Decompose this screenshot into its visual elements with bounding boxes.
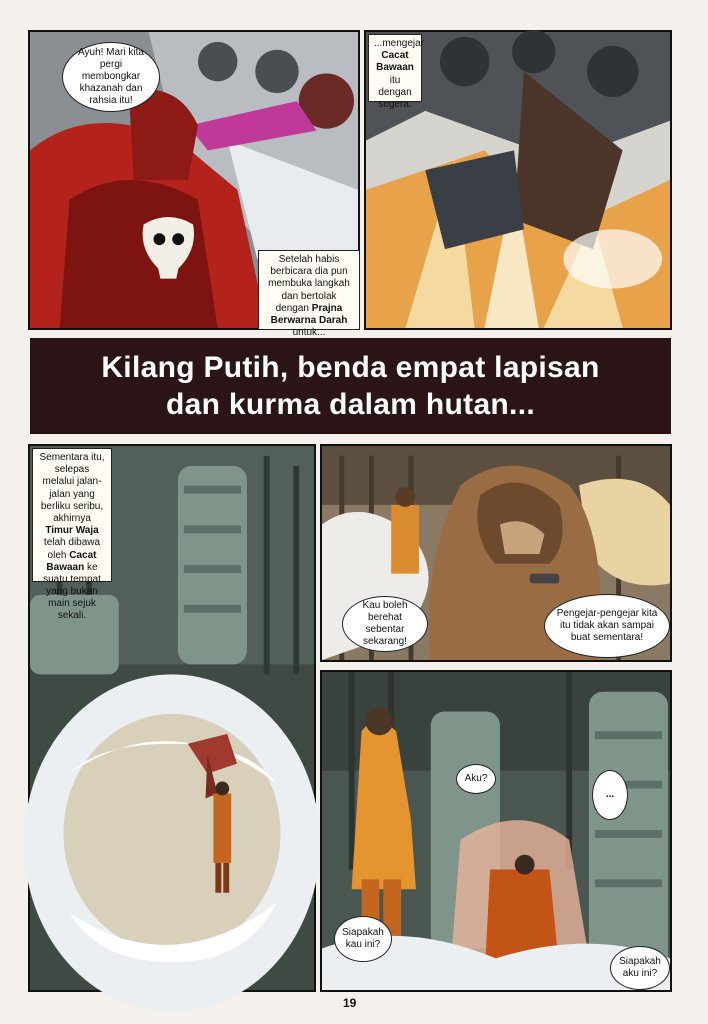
caption-text: ke suatu tempat yang bukan main sejuk sekali. [43, 561, 101, 622]
page-number: 19 [343, 996, 357, 1010]
panel-2 [364, 30, 672, 330]
caption-box [32, 448, 112, 622]
bubble-text: Siapakah kau ini? [342, 927, 384, 950]
panel-5 [320, 670, 672, 992]
caption-text: untuk... [292, 327, 326, 339]
caption-name: Cacat Bawaan [46, 549, 97, 573]
speech-bubble [610, 946, 670, 990]
bubble-text: Kau boleh berehat sebentar sekarang! [362, 600, 408, 647]
banner-line-2: dan kurma dalam hutan... [166, 388, 535, 421]
bubble-text: Siapakah aku ini? [619, 956, 661, 979]
caption-box [258, 250, 360, 339]
speech-bubble [456, 764, 496, 794]
title-banner [30, 338, 671, 434]
speech-bubble [342, 596, 428, 652]
caption-text: Sementara itu, selepas melalui jalan-jalan yang berliku seribu, akhirnya [39, 452, 105, 524]
caption-name: Cacat Bawaan [376, 50, 414, 74]
caption-name: Timur Waja [45, 525, 99, 537]
panel-3 [28, 444, 316, 992]
caption-text: telah dibawa oleh [43, 537, 101, 561]
bubble-text: Aku? [464, 773, 488, 784]
speech-bubble [544, 594, 670, 658]
speech-bubble [592, 770, 628, 820]
bubble-text: Pengejar-pengejar kita itu tidak akan sampai buat sementara! [556, 608, 658, 643]
caption-text: Setelah habis berbicara dia pun membuka langkah dan bertolak dengan [268, 254, 350, 314]
caption-text: itu dengan segera. [378, 74, 412, 110]
caption-text: ...mengejar [374, 38, 425, 49]
caption-box [368, 34, 425, 110]
panel-4 [320, 444, 672, 662]
caption-name: Prajna Berwarna Darah [270, 302, 348, 326]
panel-1 [28, 30, 360, 339]
bubble-text: Ayuh! Mari kita pergi membongkar khazanah dan rahsia itu! [78, 47, 144, 106]
speech-bubble [62, 42, 160, 112]
bubble-text: ... [605, 789, 615, 800]
speech-bubble [334, 916, 392, 962]
banner-line-1: Kilang Putih, benda empat lapisan [101, 350, 600, 384]
